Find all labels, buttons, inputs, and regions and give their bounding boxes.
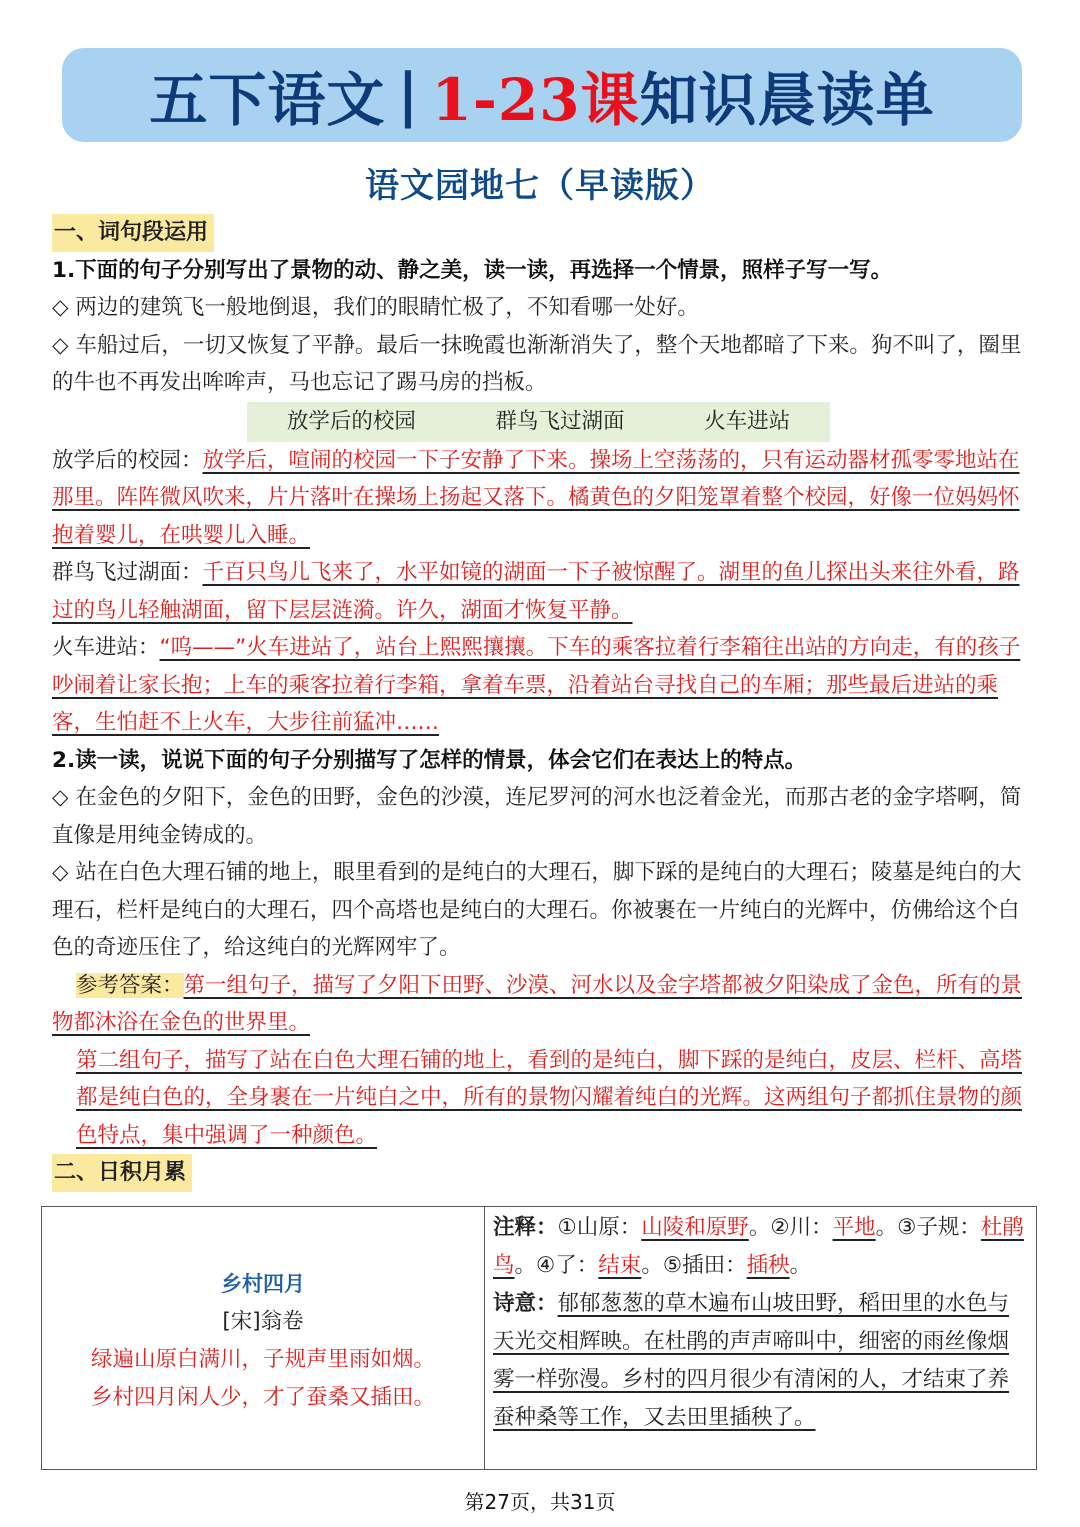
poem-line-1: 绿遍山原白满川，子规声里雨如烟。 (90, 1347, 435, 1372)
answer-birds (52, 554, 1032, 629)
answer-label: 群鸟飞过湖面： (52, 560, 203, 585)
poem-table (41, 1206, 1037, 1470)
poem-title: 乡村四月 (221, 1272, 305, 1296)
choice-item: 火车进站 (704, 408, 791, 434)
title-right: 知识晨读单 (639, 66, 935, 134)
note-term: 。③子规： (875, 1215, 981, 1240)
note-term: 。④了： (514, 1253, 599, 1278)
title-banner (62, 48, 1022, 142)
poem-line-2: 乡村四月闲人少，才了蚕桑又插田。 (90, 1385, 435, 1410)
section1-heading: 一、词句段运用 (52, 214, 214, 252)
poem-notes-cell (485, 1207, 1036, 1469)
page-number: 第27页，共31页 (464, 1490, 616, 1514)
section2-heading: 二、日积月累 (52, 1154, 192, 1192)
poem-meaning (493, 1285, 1028, 1437)
question-1: 1.下面的句子分别写出了景物的动、静之美，读一读，再选择一个情景，照样子写一写。 (52, 257, 893, 283)
main-content (52, 214, 1032, 1192)
reference-text-1: 第一组句子，描写了夕阳下田野、沙漠、河水以及金字塔都被夕阳染成了金色，所有的景物都沐浴在金色的世界里。 (52, 972, 1023, 1035)
answer-text: “呜——”火车进站了，站台上熙熙攘攘。下车的乘客拉着行李箱往出站的方向走，有的孩子吵闹着让家长抱；上车的乘客拉着行李箱，拿着车票，沿着站台寻找自己的车厢；那些最后进站的乘客，生怕赶不上火车，大步往前猛冲…… (52, 635, 1021, 735)
example-sentence-4: ◇ 站在白色大理石铺的地上，眼里看到的是纯白的大理石，脚下踩的是纯白的大理石；陵墓是纯白的大理石，栏杆是纯白的大理石，四个高塔也是纯白的大理石。你被裹在一片纯白的光辉中，仿佛给这个白色的奇迹压住了，给这纯白的光辉网牢了。 (52, 860, 1022, 960)
poem-cell (42, 1207, 485, 1469)
answer-label: 火车进站： (52, 635, 160, 660)
reference-answer-1 (52, 967, 1032, 1042)
note-answer: 平地 (832, 1215, 876, 1240)
note-term: 。⑤插田： (641, 1253, 747, 1278)
title-separator: | (397, 61, 420, 129)
notes-label: 注释： (493, 1215, 558, 1240)
example-sentence-2: ◇ 车船过后，一切又恢复了平静。最后一抹晚霞也渐渐消失了，整个天地都暗了下来。狗不叫了，圈里的牛也不再发出哞哞声，马也忘记了踢马房的挡板。 (52, 332, 1022, 395)
note-answer: 插秧 (746, 1253, 790, 1278)
choice-item: 群鸟飞过湖面 (495, 408, 625, 434)
note-answer: 杜鹃鸟 (493, 1215, 1024, 1278)
reference-label: 参考答案： (76, 972, 184, 998)
choice-item: 放学后的校园 (286, 408, 416, 434)
answer-label: 放学后的校园： (52, 447, 203, 473)
note-term: 。 (789, 1253, 812, 1278)
poem-author: [宋]翁卷 (222, 1309, 304, 1334)
reference-text-2: 第二组句子，描写了站在白色大理石铺的地上，看到的是纯白，脚下踩的是纯白，皮层、栏杆、高塔都是纯白色的，全身裹在一片纯白之中，所有的景物闪耀着纯白的光辉。这两组句子都抓住景物的颜色特点，集中强调了一种颜色。 (76, 1047, 1023, 1148)
question-2: 2.读一读，说说下面的句子分别描写了怎样的情景，体会它们在表达上的特点。 (52, 747, 807, 773)
poem-notes (493, 1209, 1028, 1285)
note-answer: 山陵和原野 (641, 1215, 749, 1240)
answer-text: 放学后，喧闹的校园一下子安静了下来。操场上空荡荡的，只有运动器材孤零零地站在那里。阵阵微风吹来，片片落叶在操场上扬起又落下。橘黄色的夕阳笼罩着整个校园，好像一位妈妈怀抱着婴儿，在哄婴儿入睡。 (52, 447, 1020, 548)
reference-answer-2 (52, 1042, 1032, 1155)
meaning-text: 郁郁葱葱的草木遍布山坡田野，稻田里的水色与天光交相辉映。在杜鹃的声声啼叫中，细密的雨丝像烟雾一样弥漫。乡村的四月很少有清闲的人，才结束了养蚕种桑等工作，又去田里插秧了。 (493, 1291, 1010, 1430)
answer-text: 千百只鸟儿飞来了，水平如镜的湖面一下子被惊醒了。湖里的鱼儿探出头来往外看，路过的鸟儿轻触湖面，留下层层涟漪。许久，湖面才恢复平静。 (52, 560, 1020, 623)
answer-train (52, 629, 1032, 742)
example-sentence-3: ◇ 在金色的夕阳下，金色的田野，金色的沙漠，连尼罗河的河水也泛着金光，而那古老的金字塔啊，简直像是用纯金铸成的。 (52, 785, 1022, 848)
example-sentence-1: ◇ 两边的建筑飞一般地倒退，我们的眼睛忙极了，不知看哪一处好。 (52, 295, 699, 320)
title-lessons: 1-23课 (431, 66, 640, 134)
note-term: ①山原： (557, 1215, 642, 1240)
note-answer: 结束 (598, 1253, 642, 1278)
meaning-label: 诗意： (493, 1291, 558, 1316)
title-left: 五下语文 (149, 66, 386, 134)
answer-campus (52, 442, 1032, 555)
note-term: 。②川： (748, 1215, 833, 1240)
scene-choices (247, 402, 830, 442)
page-subtitle: 语文园地七（早读版） (365, 166, 715, 206)
